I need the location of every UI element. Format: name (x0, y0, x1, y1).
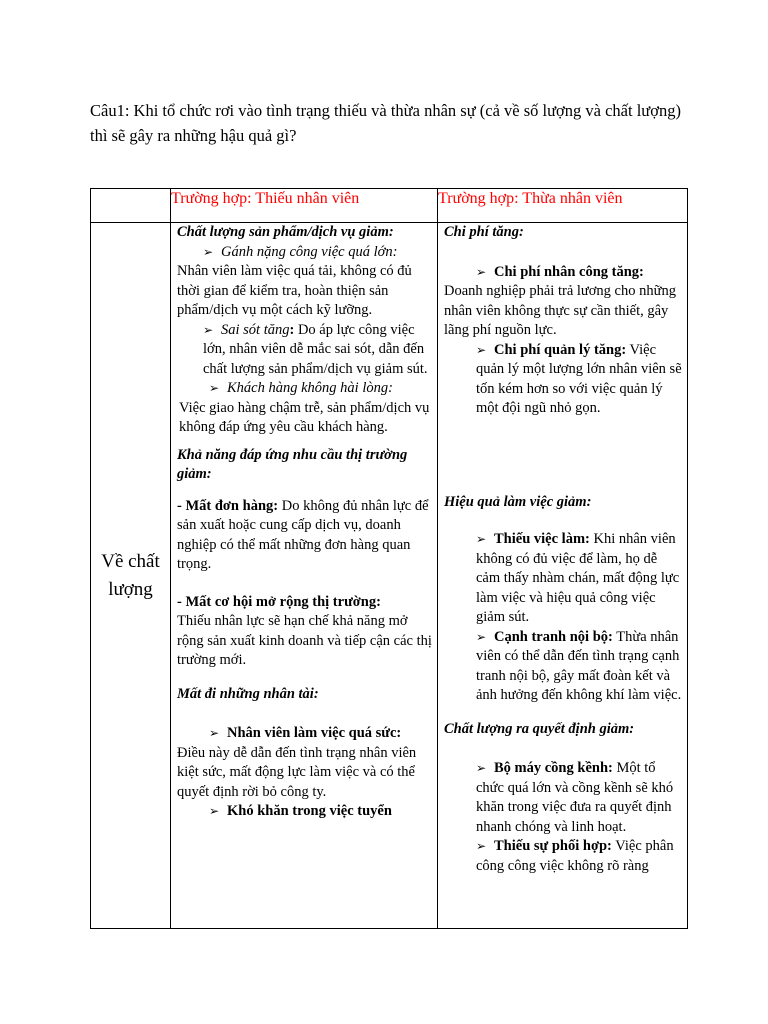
surplus-bullet-6: ➢ Thiếu sự phối hợp: Việc phân công công việc không rõ ràng (476, 838, 674, 874)
shortage-dash-1: - Mất đơn hàng: Do không đủ nhân lực để sản xuất hoặc cung cấp dịch vụ, doanh nghiệp có thể mất những đơn hàng quan trọng. (177, 497, 429, 572)
shortage-bullet-5: ➢ Khó khăn trong việc tuyển (177, 802, 433, 822)
table-header-row (91, 189, 688, 223)
arrow-bullet-icon: ➢ (209, 804, 220, 818)
shortage-dash-2-title: - Mất cơ hội mở rộng thị trường: (177, 593, 381, 610)
surplus-bullet-4: ➢ Cạnh tranh nội bộ: Thừa nhân viên có thể dẫn đến tình trạng cạnh tranh nội bộ, gây mất đoàn kết và ảnh hưởng đến không khí làm việc. (476, 628, 682, 703)
arrow-bullet-icon: ➢ (476, 629, 487, 644)
arrow-bullet-icon: ➢ (203, 322, 214, 337)
surplus-heading-3: Chất lượng ra quyết định giảm: (444, 720, 635, 737)
surplus-cell (438, 223, 688, 929)
header-surplus: Trường hợp: Thừa nhân viên (438, 189, 688, 223)
surplus-bullet-5: ➢ Bộ máy cồng kềnh: Một tổ chức quá lớn và cồng kềnh sẽ khó khăn trong việc đưa ra quyết định nhanh chóng và linh hoạt. (476, 760, 674, 835)
shortage-heading-2: Khả năng đáp ứng nhu cầu thị trường giảm: (177, 446, 408, 482)
arrow-bullet-icon: ➢ (209, 726, 220, 740)
shortage-bullet-3-text: Việc giao hàng chậm trễ, sản phẩm/dịch vụ không đáp ứng yêu cầu khách hàng. (179, 399, 430, 435)
arrow-bullet-icon: ➢ (476, 532, 487, 546)
surplus-bullet-3: ➢ Thiếu việc làm: Khi nhân viên không có đủ việc để làm, họ dễ cảm thấy nhàm chán, mất động lực làm việc và hiệu quả công việc giảm sút. (476, 531, 680, 625)
arrow-bullet-icon: ➢ (476, 839, 487, 853)
shortage-bullet-4-text: Điều này dễ dẫn đến tình trạng nhân viên kiệt sức, mất động lực làm việc và có thể quyết định rời bỏ công ty. (177, 744, 417, 800)
header-shortage: Trường hợp: Thiếu nhân viên (171, 189, 438, 223)
row-label-quality: Về chất lượng (91, 223, 171, 929)
arrow-bullet-icon: ➢ (476, 761, 487, 775)
table-row-quality (91, 223, 688, 929)
shortage-heading-3: Mất đi những nhân tài: (177, 685, 319, 702)
arrow-bullet-icon: ➢ (203, 244, 214, 259)
shortage-bullet-3: ➢ Khách hàng không hài lòng: (177, 379, 433, 399)
shortage-dash-2-text: Thiếu nhân lực sẽ hạn chế khả năng mở rộng sản xuất kinh doanh và tiếp cận các thị trường mới. (177, 613, 432, 668)
shortage-cell (171, 223, 438, 929)
surplus-heading-2: Hiệu quả làm việc giảm: (444, 493, 592, 510)
shortage-bullet-1-text: Nhân viên làm việc quá tải, không có đủ thời gian để kiểm tra, hoàn thiện sản phẩm/dịch vụ một cách kỹ lưỡng. (177, 263, 412, 318)
header-empty-cell (91, 189, 171, 223)
shortage-bullet-2: ➢ Sai sót tăng: Do áp lực công việc lớn, nhân viên dễ mắc sai sót, dẫn đến chất lượng sản phẩm/dịch vụ giảm sút. (203, 321, 428, 377)
arrow-bullet-icon: ➢ (209, 381, 220, 395)
shortage-bullet-1: ➢ Gánh nặng công việc quá lớn: (177, 243, 433, 263)
surplus-bullet-2: ➢ Chi phí quản lý tăng: Việc quản lý một lượng lớn nhân viên sẽ tốn kém hơn so với việc quản lý một đội ngũ nhỏ gọn. (476, 341, 682, 416)
surplus-bullet-1: ➢ Chi phí nhân công tăng: (444, 263, 683, 283)
surplus-heading-1: Chi phí tăng: (444, 224, 524, 240)
arrow-bullet-icon: ➢ (476, 342, 487, 357)
comparison-table (90, 188, 688, 929)
shortage-bullet-4: ➢ Nhân viên làm việc quá sức: (177, 724, 433, 744)
question-text: Câu1: Khi tổ chức rơi vào tình trạng thiếu và thừa nhân sự (cả về số lượng và chất lượng) thì sẽ gây ra những hậu quả gì? (90, 101, 681, 145)
shortage-heading-1: Chất lượng sản phẩm/dịch vụ giảm: (177, 224, 394, 240)
surplus-bullet-1-text: Doanh nghiệp phải trả lương cho những nhân viên không thực sự cần thiết, gây lãng phí nguồn lực. (444, 283, 676, 338)
arrow-bullet-icon: ➢ (476, 264, 487, 279)
